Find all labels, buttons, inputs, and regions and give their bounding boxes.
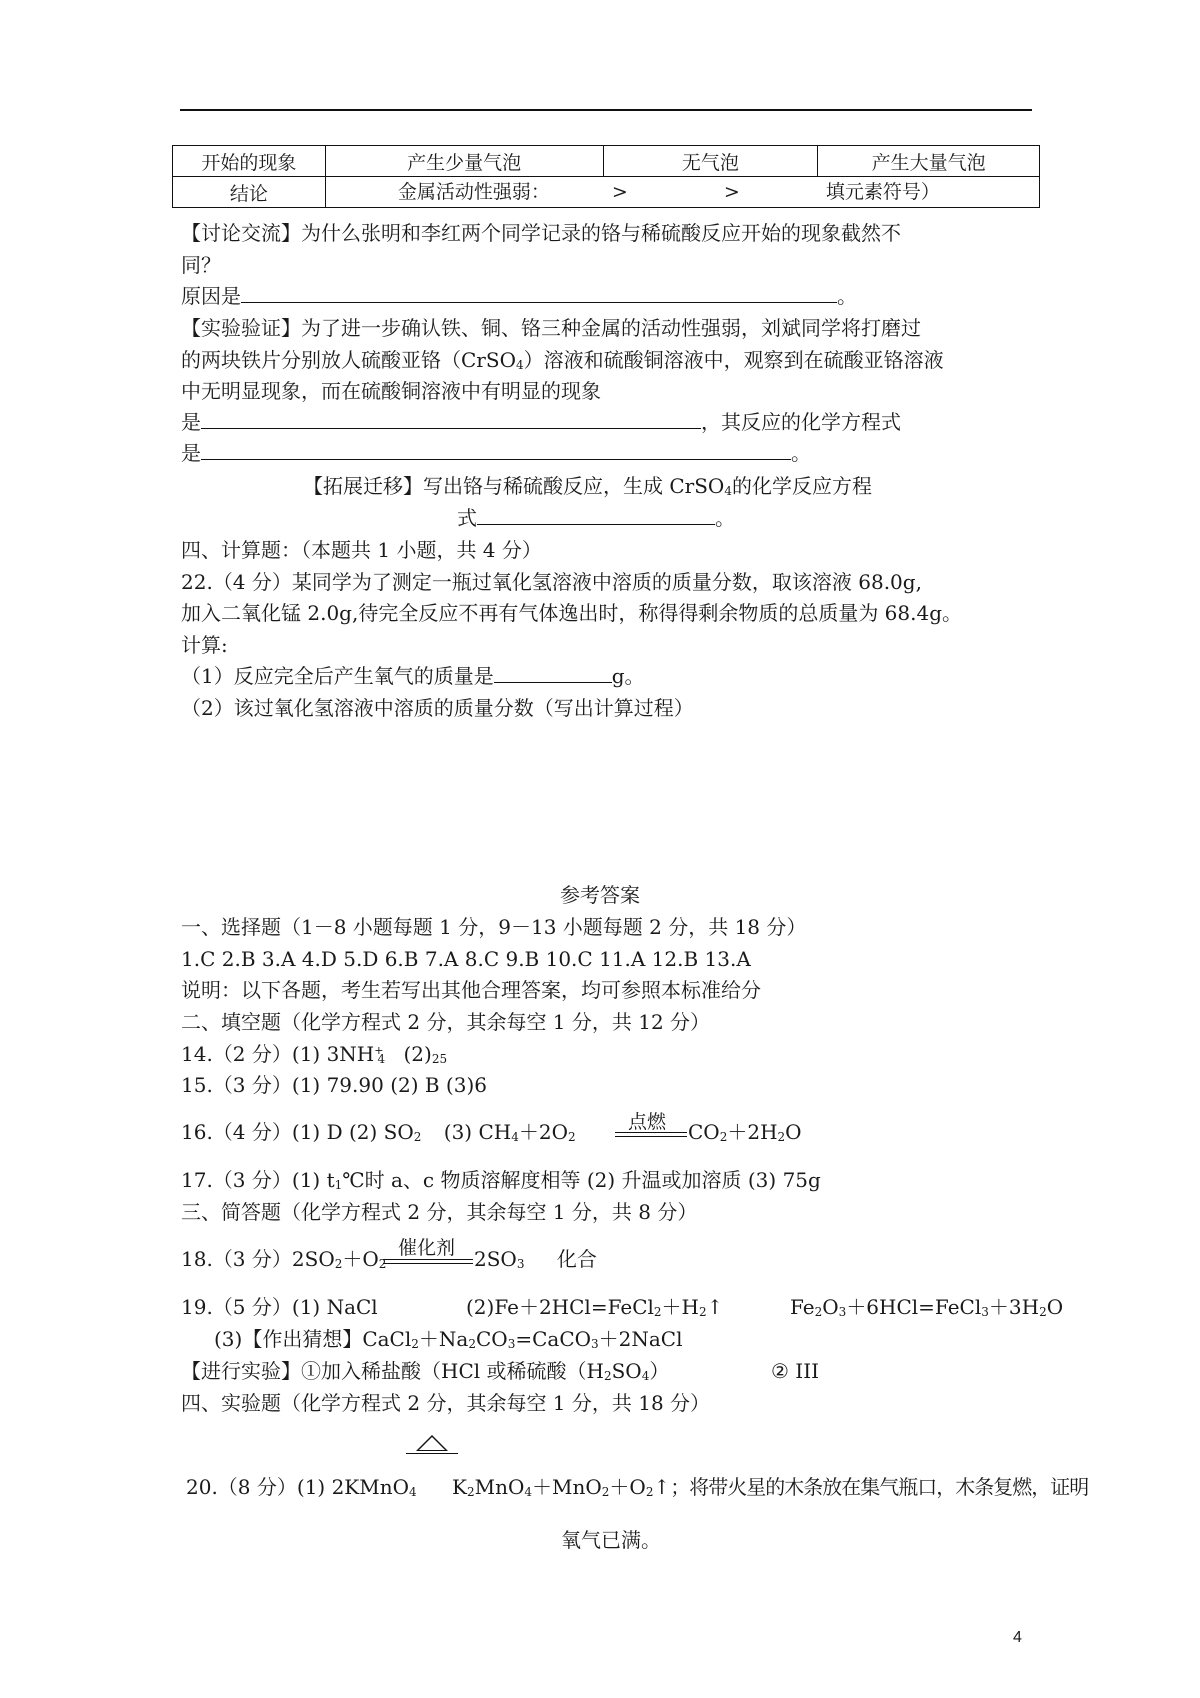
gt-sign: > xyxy=(723,181,740,203)
period: 。 xyxy=(837,284,857,308)
answer-text: 18.（3 分）2SO xyxy=(181,1247,335,1271)
table-cell: 开始的现象 xyxy=(173,146,326,177)
answer-text: ＋Na xyxy=(418,1327,469,1351)
subscript: 2 xyxy=(431,1052,440,1066)
answer-experiment xyxy=(181,1361,669,1382)
subscript: 2 xyxy=(567,1130,576,1144)
answer-text: ＋2O xyxy=(518,1120,568,1144)
subscript: 4 xyxy=(524,1485,532,1499)
answer-18-products xyxy=(474,1249,597,1270)
subscript: 2 xyxy=(378,1257,387,1271)
discussion-line: 同？ xyxy=(181,253,221,277)
unit: g。 xyxy=(611,664,645,688)
answer-text: ＋O xyxy=(609,1475,646,1499)
table-row xyxy=(173,177,1040,208)
equals-bar xyxy=(383,1259,473,1264)
reason-label: 原因是 xyxy=(181,284,241,308)
answer-text: 16.（4 分）(1) D (2) SO xyxy=(181,1120,414,1144)
section-heading: 三、简答题（化学方程式 2 分，其余每空 1 分，共 8 分） xyxy=(181,1200,698,1224)
answer-text: 20.（8 分）(1) 2KMnO xyxy=(186,1475,409,1499)
table-cell: 产生大量气泡 xyxy=(818,146,1040,177)
table-cell: 结论 xyxy=(173,177,326,208)
extend-line xyxy=(457,508,735,528)
answer-blank xyxy=(201,458,791,460)
subscript: 2 xyxy=(645,1485,654,1499)
subscript: 4 xyxy=(377,1052,386,1066)
answer-14 xyxy=(181,1044,447,1065)
page-number: 4 xyxy=(1013,1629,1022,1646)
answer-text: MnO xyxy=(474,1475,525,1499)
answer-text: (2) xyxy=(403,1042,432,1066)
question-line: 加入二氧化锰 2.0g,待完全反应不再有气体逸出时，称得得剩余物质的总质量为 68.4g。 xyxy=(181,601,963,625)
subscript: 4 xyxy=(511,1130,519,1144)
subscript: 4 xyxy=(641,1369,650,1383)
superscript: + xyxy=(374,1044,384,1057)
verify-label: 是 xyxy=(181,441,201,465)
answer-text: ＋3H xyxy=(988,1295,1040,1319)
sub-question-text: （1）反应完全后产生氧气的质量是 xyxy=(181,664,494,688)
answer-text: CO xyxy=(475,1327,508,1351)
answer-text: ℃时 a、c 物质溶解度相等 (2) 升温或加溶质 (3) 75g xyxy=(342,1168,821,1192)
section-heading: 四、实验题（化学方程式 2 分，其余每空 1 分，共 18 分） xyxy=(181,1391,711,1415)
answer-20-line2: 氧气已满。 xyxy=(561,1528,661,1552)
answer-blank xyxy=(494,681,612,683)
verify-text: ，其反应的化学方程式 xyxy=(701,410,901,434)
answer-experiment-2: ② III xyxy=(771,1359,819,1383)
section-heading: 一、选择题（1－8 小题每题 1 分，9－13 小题每题 2 分，共 18 分） xyxy=(181,915,807,939)
answer-16 xyxy=(181,1122,576,1143)
subscript: 2 xyxy=(601,1485,610,1499)
question-line: 计算: xyxy=(181,633,228,657)
subscript: 1 xyxy=(334,1178,343,1192)
subscript: 3 xyxy=(507,1337,516,1351)
heat-triangle-icon xyxy=(416,1435,448,1451)
answer-19c xyxy=(790,1297,1063,1318)
answer-text: (3)【作出猜想】CaCl xyxy=(214,1327,412,1351)
answer-18 xyxy=(181,1249,386,1270)
verify-line: 【实验验证】为了进一步确认铁、铜、铬三种金属的活动性强弱，刘斌同学将打磨过 xyxy=(181,316,921,340)
extend-text: 【拓展迁移】写出铬与稀硫酸反应，生成 CrSO xyxy=(303,474,725,498)
question-line: 22.（4 分）某同学为了测定一瓶过氧化氢溶液中溶质的质量分数，取该溶液 68.0g, xyxy=(181,570,922,594)
section-heading: 二、填空题（化学方程式 2 分，其余每空 1 分，共 12 分） xyxy=(181,1010,711,1034)
results-table xyxy=(172,145,1040,208)
subscript: 2 xyxy=(413,1130,422,1144)
answer-17 xyxy=(181,1170,821,1191)
subscript: 2 xyxy=(411,1337,419,1351)
extend-text: 的化学反应方程 xyxy=(731,474,872,498)
subscript: 4 xyxy=(724,484,732,498)
subscript: 3 xyxy=(838,1305,847,1319)
answer-20 xyxy=(186,1477,417,1498)
subscript: 3 xyxy=(981,1305,989,1319)
answer-text: ） xyxy=(649,1359,670,1383)
answer-line: 1.C 2.B 3.A 4.D 5.D 6.B 7.A 8.C 9.B 10.C 11.A 12.B 13.A xyxy=(181,947,751,971)
answer-text: O xyxy=(785,1120,802,1144)
subscript: 4 xyxy=(409,1485,417,1499)
answer-text: 2SO xyxy=(474,1247,517,1271)
reason-line xyxy=(181,286,857,306)
subscript: 2 xyxy=(1039,1305,1047,1319)
subscript: 5 xyxy=(439,1052,448,1066)
answer-text: 【进行实验】①加入稀盐酸（HCl 或稀硫酸（H xyxy=(181,1359,604,1383)
answer-text: ＋O xyxy=(342,1247,379,1271)
reaction-condition: 催化剂 xyxy=(398,1237,456,1259)
subscript: 2 xyxy=(777,1130,786,1144)
subscript: 2 xyxy=(719,1130,728,1144)
answer-text: =CaCO xyxy=(515,1327,592,1351)
answer-text: O xyxy=(1046,1295,1064,1319)
reaction-condition: 点燃 xyxy=(628,1111,667,1133)
subscript: 2 xyxy=(466,1485,475,1499)
conclusion-hint: 填元素符号） xyxy=(825,181,940,203)
table-cell: 产生少量气泡 xyxy=(325,146,603,177)
extend-label: 式 xyxy=(457,506,477,530)
answer-text: 化合 xyxy=(556,1247,597,1271)
up-arrow: ↑ xyxy=(653,1475,671,1499)
up-arrow: ↑ xyxy=(706,1295,724,1319)
subscript: 2 xyxy=(334,1257,343,1271)
answer-text: 17.（3 分）(1) t xyxy=(181,1168,335,1192)
subscript: 3 xyxy=(591,1337,599,1351)
answer-text: (3) CH xyxy=(443,1120,512,1144)
answer-blank xyxy=(241,301,837,303)
answer-note: 说明：以下各题，考生若写出其他合理答案，均可参照本标准给分 xyxy=(181,978,761,1002)
condition-rule xyxy=(406,1453,458,1454)
subscript: 2 xyxy=(814,1305,823,1319)
subscript: 2 xyxy=(698,1305,707,1319)
subscript: 2 xyxy=(468,1337,476,1351)
answer-15: 15.（3 分）(1) 79.90 (2) B (3)6 xyxy=(181,1073,487,1097)
answer-text: SO xyxy=(611,1359,642,1383)
answer-20-products xyxy=(452,1477,1088,1498)
extend-line xyxy=(303,476,872,497)
period: 。 xyxy=(791,441,811,465)
answer-text: ＋MnO xyxy=(532,1475,602,1499)
table-cell: 无气泡 xyxy=(603,146,818,177)
answer-text: (2)Fe＋2HCl=FeCl xyxy=(466,1295,654,1319)
answer-text: 14.（2 分）(1) 3NH xyxy=(181,1042,375,1066)
answer-text: K xyxy=(452,1475,467,1499)
answer-text: ；将带火星的木条放在集气瓶口，木条复燃，证明 xyxy=(670,1477,1089,1499)
answer-16-products xyxy=(688,1122,802,1143)
verify-text: ）溶液和硫酸铜溶液中，观察到在硫酸亚铬溶液 xyxy=(523,348,944,372)
answer-text: ＋2NaCl xyxy=(598,1327,683,1351)
answer-blank xyxy=(201,427,701,429)
answers-title: 参考答案 xyxy=(560,883,640,907)
answer-19a: 19.（5 分）(1) NaCl xyxy=(181,1295,378,1319)
sub-question: （2）该过氧化氢溶液中溶质的质量分数（写出计算过程） xyxy=(181,696,694,720)
table-cell-conclusion xyxy=(325,177,1039,208)
equals-bar xyxy=(615,1132,687,1137)
gt-sign: > xyxy=(611,181,628,203)
answer-blank xyxy=(477,523,715,525)
answer-text: ＋H xyxy=(661,1295,699,1319)
section-heading: 四、计算题：（本题共 1 小题，共 4 分） xyxy=(181,538,542,562)
answer-19-3 xyxy=(214,1329,683,1350)
sub-question xyxy=(181,666,645,686)
answer-text: Fe xyxy=(790,1295,815,1319)
answer-19b xyxy=(466,1297,723,1318)
verify-label: 是 xyxy=(181,410,201,434)
table-row xyxy=(173,146,1040,177)
period: 。 xyxy=(715,506,735,530)
discussion-line: 【讨论交流】为什么张明和李红两个同学记录的铬与稀硫酸反应开始的现象截然不 xyxy=(181,221,901,245)
verify-line: 中无明显现象，而在硫酸铜溶液中有明显的现象 xyxy=(181,379,601,403)
conclusion-label: 金属活动性强弱： xyxy=(397,181,550,203)
subscript: 4 xyxy=(515,358,524,372)
verify-line xyxy=(181,412,901,432)
verify-text: 的两块铁片分别放人硫酸亚铬（CrSO xyxy=(181,348,516,372)
subscript: 2 xyxy=(603,1369,612,1383)
verify-line xyxy=(181,350,944,371)
subscript: 3 xyxy=(516,1257,525,1271)
answer-text: O xyxy=(822,1295,839,1319)
answer-text: ＋2H xyxy=(727,1120,778,1144)
verify-line xyxy=(181,443,811,463)
header-rule xyxy=(180,109,1032,111)
answer-text: ＋6HCl=FeCl xyxy=(846,1295,982,1319)
subscript: 2 xyxy=(653,1305,662,1319)
answer-text: CO xyxy=(688,1120,720,1144)
